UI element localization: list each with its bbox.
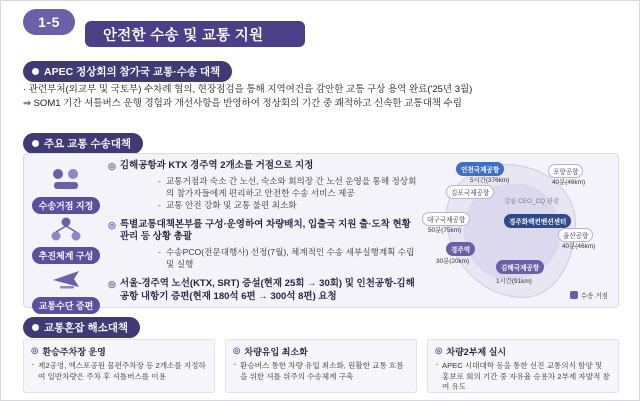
bullet-item-2 bbox=[108, 219, 418, 271]
map-node-daegu-airport: 대구국제공항 bbox=[422, 212, 470, 226]
main-panel bbox=[23, 153, 619, 311]
page-title: 안전한 수송 및 교통 지원 bbox=[85, 21, 305, 47]
bullet-sub-1-2: - 교통 안전 강화 및 교통 불편 최소화 bbox=[158, 199, 418, 211]
bullet-sublist-1 bbox=[118, 175, 418, 212]
airplane-icon bbox=[49, 264, 83, 294]
organization-icon bbox=[49, 214, 83, 244]
bullet-marker-icon: ◎ bbox=[108, 161, 116, 171]
bottom-column-2-item-1: · 환승버스 통한 차량 유입 최소화, 원활한 교통 흐름을 위한 셔틀 위주의 수송체계 구축 bbox=[233, 361, 409, 382]
bullet-dot-icon bbox=[32, 68, 39, 75]
bottom-column-2-head-row bbox=[233, 345, 409, 358]
icon-label-organization: 추진체계 구성 bbox=[32, 247, 101, 264]
bullet-marker-icon: ◎ bbox=[435, 345, 443, 355]
map-note-misc: 강릉 CEO_CQ 관광 bbox=[504, 198, 560, 205]
bullet-head-3-row bbox=[108, 278, 418, 304]
bullet-head-3: 서울-경주역 노선(KTX, SRT) 증설(현재 25회 → 30회) 및 인천공항-김해공항 내항기 증편(현재 180석 6편 → 300석 8편) 요청 bbox=[119, 277, 415, 302]
map-note-gimhae-distance: 1시간(91km) bbox=[496, 278, 532, 285]
section-2-chip bbox=[23, 133, 143, 154]
bullet-sub-1-1: - 교통거점과 숙소 간 노선, 숙소와 회의장 간 노선 운영을 통해 정상회의 참가자들에게 편리하고 안전한 수송 서비스 제공 bbox=[158, 175, 418, 199]
slide-number-badge: 1-5 bbox=[23, 9, 75, 35]
map-node-gyeongju-convention-center: 경주화백컨벤션센터 bbox=[504, 214, 571, 228]
icon-label-airplane: 교통수단 증편 bbox=[32, 297, 101, 314]
bullet-item-3 bbox=[108, 278, 418, 304]
map-note-gyeongju-distance: 30분(20km) bbox=[436, 258, 470, 265]
map-note-pohang-distance: 40분(46km) bbox=[552, 179, 586, 186]
section-3-chip bbox=[23, 317, 140, 338]
bullet-dot-icon bbox=[32, 140, 39, 147]
transport-map bbox=[412, 158, 612, 304]
map-note-daegu-distance: 50분(75km) bbox=[428, 227, 462, 234]
map-node-pohang-airport: 포항공항 bbox=[548, 164, 583, 178]
bullet-marker-icon: ◎ bbox=[233, 345, 241, 355]
transport-hub-icon bbox=[49, 164, 83, 194]
bullet-marker-icon: ◎ bbox=[31, 345, 39, 355]
bullet-marker-icon: ◎ bbox=[108, 278, 116, 289]
legend-swatch-icon bbox=[570, 291, 578, 299]
map-legend bbox=[570, 290, 608, 300]
section-1-line-1: · 관련부처(외교부 및 국토부) 수차례 협의, 현장점검을 통해 지역여건을 감안한 교통 구상 용역 완료('25년 3월) bbox=[23, 84, 473, 95]
section-3-chip-label: 교통혼잡 해소대책 bbox=[44, 322, 129, 334]
map-node-gyeongju-station: 경주역 bbox=[446, 242, 475, 256]
icon-label-transport-hub: 수송거점 지정 bbox=[32, 197, 101, 214]
section-3-header bbox=[23, 317, 140, 338]
bottom-column-2 bbox=[225, 339, 417, 393]
bullet-head-1: 김해공항과 KTX 경주역 2개소를 거점으로 지정 bbox=[119, 160, 314, 171]
map-note-ulsan-distance: 40분(46km) bbox=[562, 243, 596, 250]
bullet-list bbox=[108, 160, 418, 310]
bullet-sublist-2 bbox=[118, 246, 418, 270]
icon-block-airplane bbox=[30, 264, 102, 314]
legend-label: 수송 거점 bbox=[580, 293, 608, 300]
bottom-column-2-head: 차량유입 최소화 bbox=[244, 347, 308, 357]
bottom-column-3-item-1: · APEC 시대대학 등을 통한 선진 교통의식 함양 및 홍보로 회의 기간 중 자유율 승용차 2부제 자발적 참여 유도 bbox=[435, 361, 611, 393]
bottom-column-1-head-row bbox=[31, 345, 207, 358]
icon-block-organization bbox=[30, 214, 102, 264]
map-node-gimpo-airport: 김포국제공항 bbox=[446, 185, 494, 199]
bullet-head-2-row bbox=[108, 219, 418, 245]
icon-column bbox=[30, 158, 102, 311]
section-1-header bbox=[23, 61, 232, 82]
bullet-marker-icon: ◎ bbox=[108, 219, 116, 230]
section-2-header bbox=[23, 133, 143, 154]
bottom-column-2-list bbox=[233, 361, 409, 382]
bullet-item-1 bbox=[108, 160, 418, 212]
map-note-incheon-distance: 5시간(376km) bbox=[470, 177, 510, 184]
bottom-column-1-head: 환승주차장 운영 bbox=[42, 347, 106, 357]
section-2-chip-label: 주요 교통 수송대책 bbox=[44, 138, 131, 150]
bottom-column-3-head-row bbox=[435, 345, 611, 358]
bottom-column-3-head: 차량2부제 실시 bbox=[446, 347, 507, 357]
section-1-chip bbox=[23, 61, 232, 82]
bullet-dot-icon bbox=[32, 324, 39, 331]
bullet-head-1-row bbox=[108, 160, 418, 173]
bottom-column-1-list bbox=[31, 361, 207, 382]
section-1-chip-label: APEC 정상회의 참가국 교통·수송 대책 bbox=[44, 66, 221, 78]
bottom-column-1-item-1: · 제2공영, 엑스포공원 물편주차장 등 2개소를 지정하여 일반차량은 주차 후 셔틀버스를 이용 bbox=[31, 361, 207, 382]
icon-block-transport-hub bbox=[30, 164, 102, 214]
map-node-ulsan-airport: 울산공항 bbox=[558, 228, 593, 242]
section-1-line-2: ⇒ SOM1 기간 셔틀버스 운행 경험과 개선사항을 반영하여 정상회의 기간 중 쾌적하고 신속한 교통대책 수립 bbox=[23, 98, 462, 110]
bullet-sub-2-1: - 수송PCO(전문대행사) 선정(7월), 체계적인 수송 세부실행계획 수립 및 실행 bbox=[158, 246, 418, 270]
bottom-column-1 bbox=[23, 339, 215, 393]
section-1-body bbox=[23, 83, 619, 125]
map-node-gimhae-airport: 김해국제공항 bbox=[496, 260, 544, 274]
map-node-incheon-airport: 인천국제공항 bbox=[456, 162, 504, 176]
bottom-column-3-list bbox=[435, 361, 611, 393]
bullet-head-2: 특별교통대책본부를 구성·운영하여 차량배치, 입출국 지원 출·도착 현황 관리 등 상황 총괄 bbox=[119, 218, 411, 243]
bottom-columns bbox=[23, 339, 619, 393]
bottom-column-3 bbox=[427, 339, 619, 393]
